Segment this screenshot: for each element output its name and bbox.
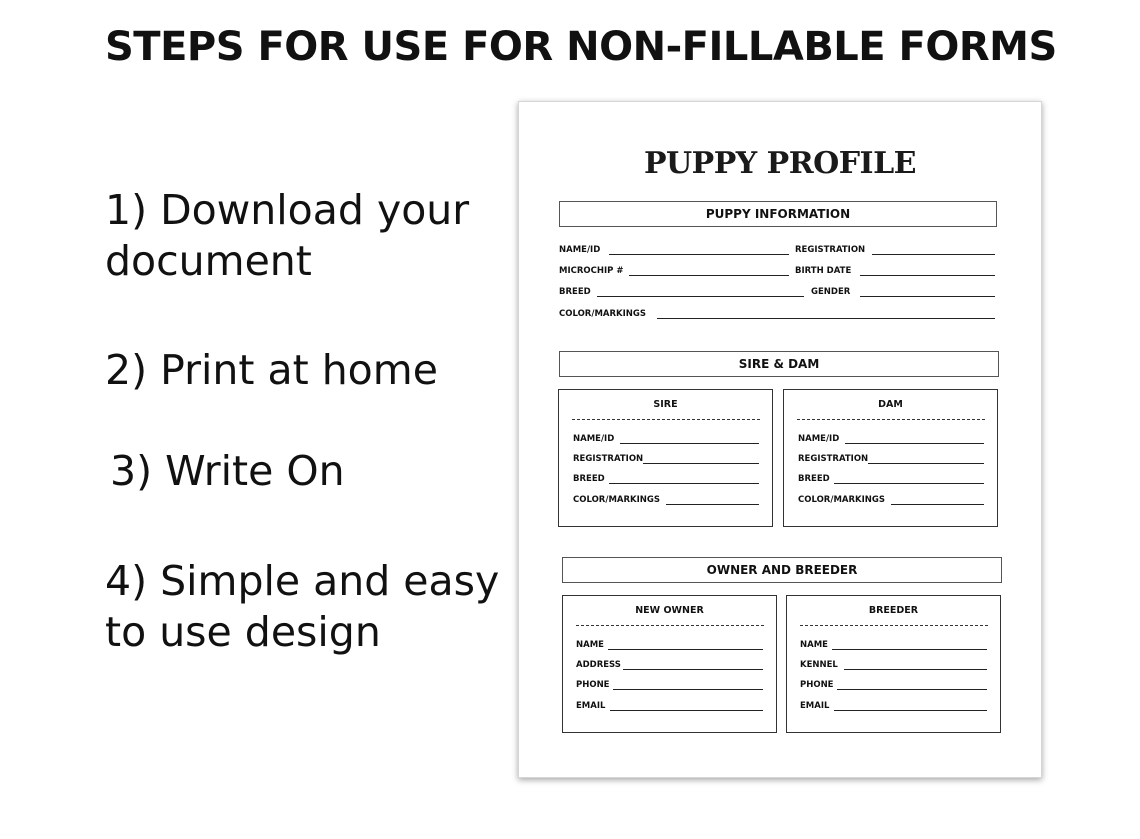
owner-address-label: ADDRESS	[576, 660, 621, 670]
dam-color-markings-label: COLOR/MARKINGS	[798, 495, 885, 505]
page-heading: STEPS FOR USE FOR NON-FILLABLE FORMS	[105, 24, 1057, 70]
dam-title: DAM	[878, 399, 903, 410]
breeder-title: BREEDER	[868, 605, 919, 616]
breeder-email-label: EMAIL	[800, 701, 830, 711]
puppy-information-header: PUPPY INFORMATION	[559, 201, 997, 227]
owner-email-line	[610, 710, 763, 711]
dam-name-id-line	[845, 443, 984, 444]
breeder-email-line	[834, 710, 987, 711]
new-owner-box	[562, 595, 777, 733]
puppy-birth-date-label: BIRTH DATE	[795, 266, 852, 276]
breeder-name-line	[832, 649, 987, 650]
owner-email-label: EMAIL	[576, 701, 606, 711]
puppy-gender-label: GENDER	[811, 287, 851, 297]
puppy-breed-label: BREED	[559, 287, 591, 297]
puppy-color-markings-line	[657, 318, 995, 319]
puppy-gender-line	[860, 296, 995, 297]
step-write: 3) Write On	[110, 447, 345, 495]
breeder-kennel-line	[844, 669, 987, 670]
dam-name-id-label: NAME/ID	[798, 434, 840, 444]
sire-name-id-label: NAME/ID	[573, 434, 615, 444]
document-title: PUPPY PROFILE	[643, 146, 917, 181]
breeder-divider	[800, 625, 988, 626]
breeder-phone-line	[837, 689, 987, 690]
puppy-registration-label: REGISTRATION	[795, 245, 866, 255]
owner-name-line	[608, 649, 763, 650]
dam-box	[783, 389, 998, 527]
new-owner-title: NEW OWNER	[635, 605, 704, 616]
puppy-name-id-line	[609, 254, 789, 255]
breeder-phone-label: PHONE	[800, 680, 834, 690]
breeder-name-label: NAME	[800, 640, 828, 650]
sire-registration-label: REGISTRATION	[573, 454, 644, 464]
dam-divider	[797, 419, 985, 420]
sire-divider	[572, 419, 760, 420]
sire-dam-header: SIRE & DAM	[559, 351, 999, 377]
breeder-box	[786, 595, 1001, 733]
sire-breed-line	[609, 483, 759, 484]
sire-title: SIRE	[653, 399, 678, 410]
owner-name-label: NAME	[576, 640, 604, 650]
dam-breed-label: BREED	[798, 474, 830, 484]
puppy-breed-line	[597, 296, 804, 297]
puppy-registration-line	[872, 254, 995, 255]
dam-registration-line	[868, 463, 984, 464]
sire-breed-label: BREED	[573, 474, 605, 484]
sire-name-id-line	[620, 443, 759, 444]
sire-box	[558, 389, 773, 527]
puppy-color-markings-label: COLOR/MARKINGS	[559, 309, 646, 319]
step-simple-design: 4) Simple and easy to use design	[105, 557, 500, 656]
dam-color-markings-line	[891, 504, 984, 505]
sire-registration-line	[643, 463, 759, 464]
form-document-preview	[518, 101, 1042, 778]
sire-color-markings-label: COLOR/MARKINGS	[573, 495, 660, 505]
dam-breed-line	[834, 483, 984, 484]
puppy-microchip-label: MICROCHIP #	[559, 266, 624, 276]
owner-phone-label: PHONE	[576, 680, 610, 690]
owner-address-line	[623, 669, 763, 670]
dam-registration-label: REGISTRATION	[798, 454, 869, 464]
puppy-name-id-label: NAME/ID	[559, 245, 601, 255]
breeder-kennel-label: KENNEL	[800, 660, 838, 670]
puppy-microchip-line	[629, 275, 789, 276]
owner-breeder-header: OWNER AND BREEDER	[562, 557, 1002, 583]
step-download: 1) Download your document	[105, 186, 470, 285]
step-print: 2) Print at home	[105, 346, 438, 394]
sire-color-markings-line	[666, 504, 759, 505]
owner-phone-line	[613, 689, 763, 690]
puppy-birth-date-line	[860, 275, 995, 276]
new-owner-divider	[576, 625, 764, 626]
